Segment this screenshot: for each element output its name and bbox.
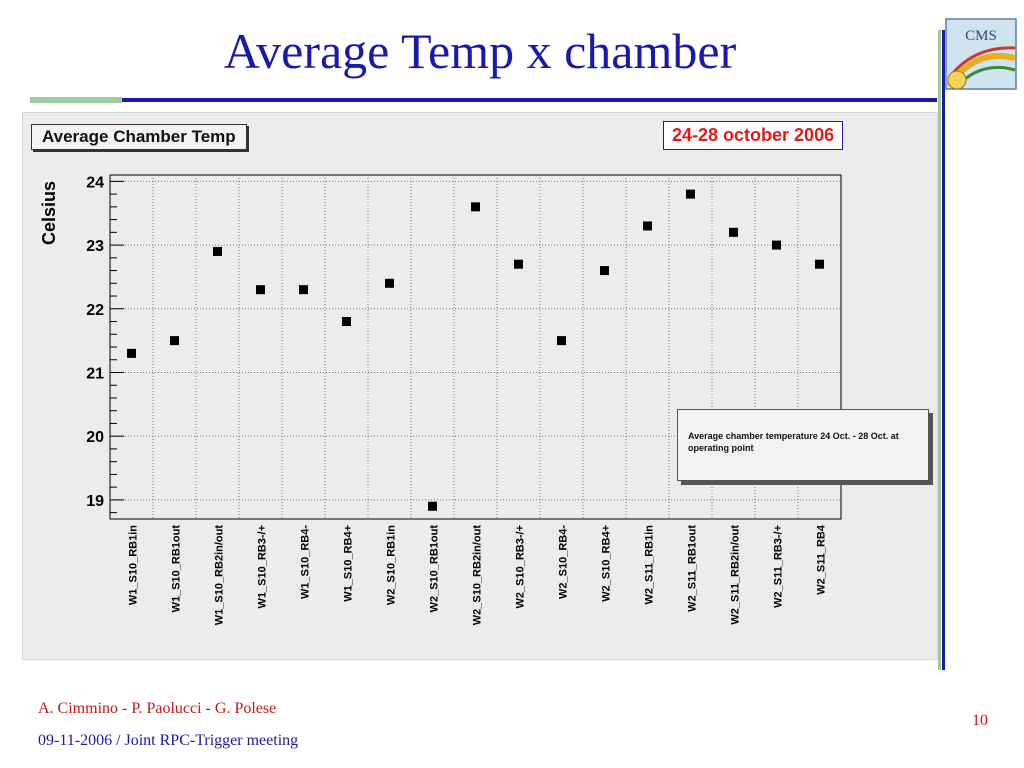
- footer-authors: A. Cimmino - P. Paolucci - G. Polese: [38, 700, 277, 717]
- x-tick-label: W2_S11_RB4: [815, 525, 828, 595]
- x-tick-label: W2_S11_RB3-/+: [772, 525, 785, 608]
- x-tick-label: W2_S10_RB1in: [385, 525, 398, 606]
- x-tick-label: W1_S10_RB3-/+: [256, 525, 269, 609]
- footer-meeting: 09-11-2006 / Joint RPC-Trigger meeting: [38, 732, 299, 749]
- data-point: [385, 279, 394, 288]
- slide-title: Average Temp x chamber: [223, 23, 737, 79]
- y-axis-label: Celsius: [39, 180, 59, 246]
- x-tick-label: W1_S10_RB4-: [299, 525, 312, 599]
- x-tick-label: W2_S10_RB4-: [557, 525, 570, 599]
- date-label: 24-28 october 2006: [663, 121, 843, 150]
- x-tick-label: W2_S10_RB3-/+: [514, 525, 527, 609]
- chart-canvas: [22, 112, 938, 660]
- x-tick-label: W1_S10_RB1in: [127, 525, 140, 606]
- data-point: [557, 336, 566, 345]
- chart-title: Average Chamber Temp: [31, 124, 247, 150]
- data-point: [471, 202, 480, 211]
- data-point: [170, 336, 179, 345]
- x-tick-label: W2_S10_RB4+: [600, 525, 613, 602]
- logo-text: CMS: [965, 28, 997, 44]
- y-tick-label: 20: [86, 429, 104, 447]
- x-tick-label: W2_S11_RB1in: [643, 525, 656, 605]
- data-point: [600, 266, 609, 275]
- x-tick-label: W1_S10_RB4+: [342, 525, 355, 602]
- y-tick-label: 22: [86, 301, 104, 319]
- data-point: [772, 241, 781, 250]
- data-point: [127, 349, 136, 358]
- data-point: [299, 285, 308, 294]
- page-number: 10: [972, 712, 988, 729]
- x-axis-labels: [128, 524, 828, 625]
- legend-text: Average chamber temperature 24 Oct. - 28 Oct. at operating point: [688, 431, 899, 453]
- data-point: [256, 285, 265, 294]
- y-tick-label: 24: [86, 174, 104, 192]
- y-tick-label: 23: [86, 238, 104, 256]
- x-tick-label: W2_S11_RB2in/out: [729, 525, 742, 625]
- y-tick-label: 21: [86, 365, 104, 383]
- chart-svg: [23, 113, 937, 659]
- data-point: [729, 228, 738, 237]
- title-rule-accent: [30, 97, 122, 103]
- x-tick-label: W1_S10_RB1out: [170, 525, 183, 613]
- legend-box: [677, 409, 929, 481]
- data-point: [342, 317, 351, 326]
- data-point: [815, 260, 824, 269]
- x-tick-label: W2_S11_RB1out: [686, 525, 699, 612]
- data-point: [686, 190, 695, 199]
- x-tick-label: W2_S10_RB2in/out: [471, 525, 484, 626]
- data-point: [643, 221, 652, 230]
- title-rule: [122, 98, 937, 102]
- y-tick-label: 19: [86, 492, 104, 510]
- cms-logo: [945, 18, 1017, 90]
- data-point: [428, 502, 437, 511]
- side-rule: [942, 30, 945, 670]
- data-point: [514, 260, 523, 269]
- data-point: [213, 247, 222, 256]
- side-rule-accent: [938, 30, 941, 670]
- x-tick-label: W2_S10_RB1out: [428, 525, 441, 613]
- x-tick-label: W1_S10_RB2in/out: [213, 525, 226, 626]
